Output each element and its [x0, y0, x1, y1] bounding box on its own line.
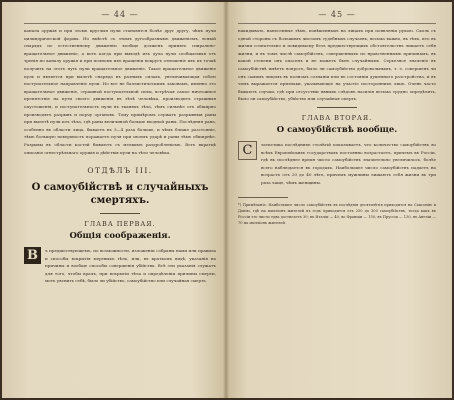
body-text-right [238, 27, 436, 103]
header-rule [238, 23, 436, 24]
dropcap-paragraph-right [238, 141, 436, 187]
chapter-heading-left: ГЛАВА ПЕРВАЯ. [84, 220, 156, 229]
chapter-subtitle-left: Общія соображенія. [69, 231, 171, 242]
paragraph: канала оружія и при этомъ круглыя пули становятся болѣе друг другу, чѣмъ пули цилиндрической формы. Но вмѣстѣ съ этимъ дугообразнымъ движеніемъ, всякій снарядъ по естественному движенію вообще долженъ принять спирально-вращательное движеніе, а вотъ когда при выходѣ изъ дула пули сообщаемыя отъ тренія по каналу оружія и при полномъ ихъ вращеніи вокругъ отношеніе ихъ къ точкѣ получить на этотъ путь пули вращательное движеніе. Такое вращательное движеніе пуль и является при вылетѣ снаряда въ разныхъ силахъ, увеличивающая собою поступательное направленіе пули. Но все не баллистическимъ законамъ, именно это вращательное движеніе, страшной поступательной силы, встрѣчая самое ничтожное препятствіе на пути своего движенія въ тѣлѣ человѣка, производитъ страшныя опустошенія, и поступательность пули въ тканяхъ тѣла, тѣмъ сильнѣе отъ обширно производятъ разрывъ и порчу органовъ. Тому примѣромъ служатъ разрывныя раны при вылетѣ пули изъ тѣла, гдѣ раны величиной больше входной раны. Послѣдняя рана, особенно въ области лица, бываетъ въ 3—4 раза больше, и чѣмъ ближе разстояніе, тѣмъ большую поверхность поражаетъ пуля при своемъ ударѣ и раны тѣмъ обширнѣе. Разрывы въ области костей бываютъ съ мелкимъ раздробленіемъ. Вотъ вкратцѣ описаніе огнестрѣльнаго оружія и дѣйствія пули на тѣло человѣка. [24, 28, 216, 155]
dropcap-paragraph-left [24, 247, 216, 285]
left-page [2, 2, 226, 398]
footnote: *) Примѣчаніе. Наибольшее число самоубійствъ въ послѣднія десятилѣтія приходится на Саксонію и Данію, гдѣ на милліонъ жителей въ годъ приходится отъ 250 до 300 самоубійствъ, тогда какъ въ Россіи это число едва достигаетъ 30; въ Италіи — 40, во Франціи — 150, въ Пруссіи — 130, въ Англіи — 70 на милліонъ жителей. [238, 202, 436, 226]
page-number-right: — 45 — [318, 10, 356, 19]
chapter-heading-right: ГЛАВА ВТОРАЯ. [301, 113, 373, 122]
dropcap-letter: С [238, 141, 257, 160]
right-page [226, 2, 452, 398]
page-number-left: — 44 — [101, 10, 139, 19]
paragraph: накидывать, нанесенные тѣмъ, повѣшенныхъ на лицахъ при появленіи рукою. Сколь съ одной стороны съ большимъ числомъ судебныхъ случаевъ, весьма важно, въ тѣхъ, кто въ жизни сознательно и повидимому безъ предшествующихъ обстоятельствъ лишаетъ себя жизни, и въ томъ числѣ самоубійствъ, совершенныхъ по нравственнымъ причинамъ, въ какой степени онъ опасенъ и не можетъ быть случайнымъ. Серьезное значеніе въ самоубійствѣ имѣетъ вопросъ, было ли самоубійство добровольнымъ, т. е. совершенъ ли онъ самимъ лицомъ въ полномъ сознаніи или въ состояніи душевнаго разстройства, и въ чемъ выражается признаки, указывающіе на участіе постороннихъ лицъ. Очень часто бываютъ случаи, гдѣ при отсутствіи явныхъ слѣдовъ насилія весьма трудно опредѣлить, было ли самоубійство, убійство или случайная смерть. [238, 28, 436, 102]
footnote-rule [238, 197, 288, 198]
dropcap-text: ъ предшествующемъ, по возможности, изложеніи собраны нами или правила и способы вскрытія мертвыхъ тѣлъ, или, въ краткомъ видѣ, указанія на причины и вообще способы совершенія убійства. Всѣ эти указанія служатъ для того, чтобы врачъ, при вскрытіи тѣла и опредѣленіи причины смерти, могъ уяснить себѣ, было ли убійство, самоубійство или случайная смерть. [45, 248, 216, 284]
dropcap-text: татистика послѣднихъ столѣтій показываетъ, что количество самоубійствъ во всѣхъ Европейскихъ государствахъ постоянно возрастаетъ, причемъ въ Россіи, гдѣ въ послѣднее время число самоубійствъ значительно увеличилось, болѣе всего наблюдается въ городахъ. Наибольшее число самоубійствъ падаетъ на возрастъ отъ 20 до 40 лѣтъ, причемъ мужчины лишаютъ себя жизни въ три раза чаще, чѣмъ женщины. [261, 141, 436, 185]
book-spread [2, 2, 452, 398]
body-text-left [24, 27, 216, 156]
book-gutter [223, 2, 229, 398]
section-title: О самоубійствѣ и случайныхъ смертяхъ. [31, 182, 209, 207]
divider [317, 107, 357, 108]
header-rule [24, 23, 216, 24]
divider [100, 213, 140, 214]
section-heading: ОТДѢЛЪ III. [87, 166, 153, 176]
dropcap-letter: В [24, 247, 41, 264]
chapter-subtitle-right: О самоубійствѣ вообще. [276, 124, 398, 135]
